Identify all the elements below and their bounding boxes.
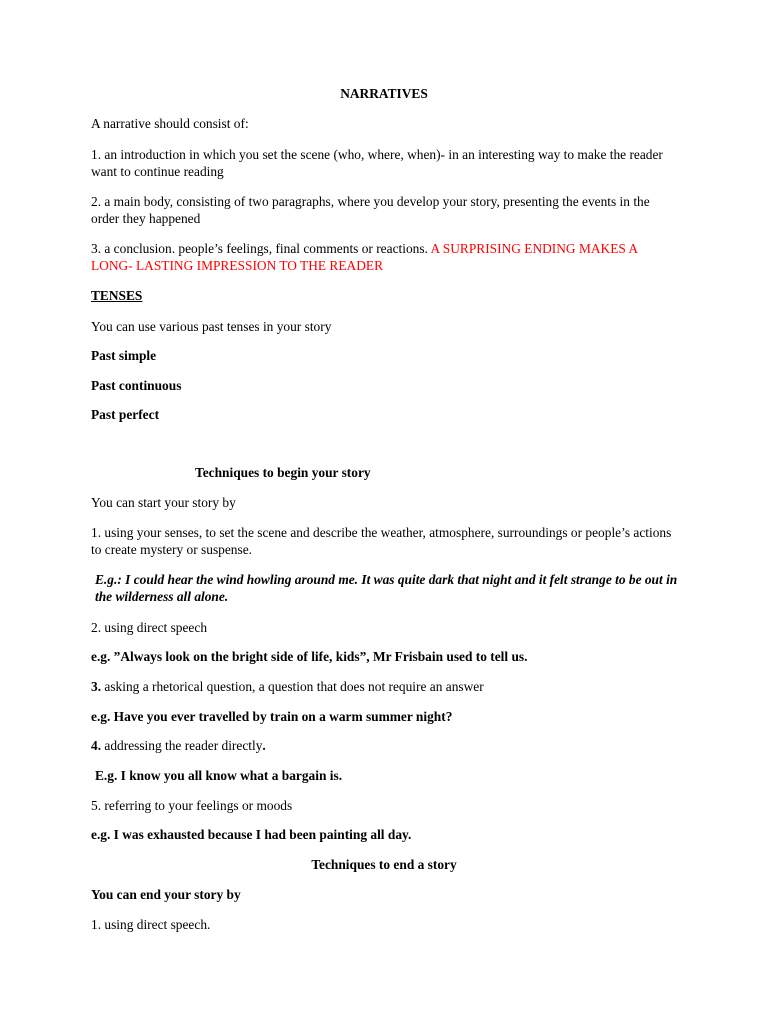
technique-4-dot: . (262, 738, 266, 753)
technique-1-example: E.g.: I could hear the wind howling around me. It was quite dark that night and it felt strange to be out in the wilderness all alone. (95, 572, 678, 604)
technique-2-example: e.g. ”Always look on the bright side of life, kids”, Mr Frisbain used to tell us. (91, 649, 528, 664)
technique-2-text: 2. using direct speech (91, 620, 208, 635)
tense-item: Past perfect (91, 407, 160, 422)
technique-1-text: 1. using your senses, to set the scene and describe the weather, atmosphere, surroundings or people’s actions to create mystery or suspense. (91, 525, 672, 557)
technique-4-number: 4. (91, 738, 102, 753)
technique-4-label: addressing the reader directly (101, 738, 263, 753)
end-heading: Techniques to end a story (311, 857, 457, 872)
structure-item-1: 1. an introduction in which you set the scene (who, where, when)- in an interesting way to make the reader want to continue reading (91, 147, 663, 179)
technique-3-text (91, 678, 681, 695)
technique-4-text (91, 737, 681, 754)
begin-heading: Techniques to begin your story (195, 465, 371, 480)
begin-intro: You can start your story by (91, 495, 236, 510)
technique-3-number: 3. (91, 679, 102, 694)
end-intro: You can end your story by (91, 887, 241, 902)
tense-item: Past continuous (91, 378, 182, 393)
structure-item-2: 2. a main body, consisting of two paragraphs, where you develop your story, presenting the events in the order they happened (91, 194, 650, 226)
technique-4-example: E.g. I know you all know what a bargain is. (95, 768, 343, 783)
tense-item: Past simple (91, 348, 157, 363)
technique-5-example: e.g. I was exhausted because I had been painting all day. (91, 827, 412, 842)
conclusion-text: 3. a conclusion. people’s feelings, final comments or reactions. (91, 241, 431, 256)
page-title: NARRATIVES (340, 86, 428, 101)
tenses-intro: You can use various past tenses in your story (91, 319, 332, 334)
technique-5-text: 5. referring to your feelings or moods (91, 798, 293, 813)
technique-3-example: e.g. Have you ever travelled by train on a warm summer night? (91, 709, 453, 724)
structure-item-3 (91, 240, 681, 274)
tenses-heading: TENSES (91, 288, 143, 303)
intro-text: A narrative should consist of: (91, 116, 249, 131)
conclusion-highlight: A SURPRISING ENDING MAKES A LONG- LASTING IMPRESSION TO THE READER (91, 241, 638, 273)
technique-3-label: asking a rhetorical question, a question that does not require an answer (101, 679, 484, 694)
end-technique-1-text: 1. using direct speech. (91, 917, 211, 932)
